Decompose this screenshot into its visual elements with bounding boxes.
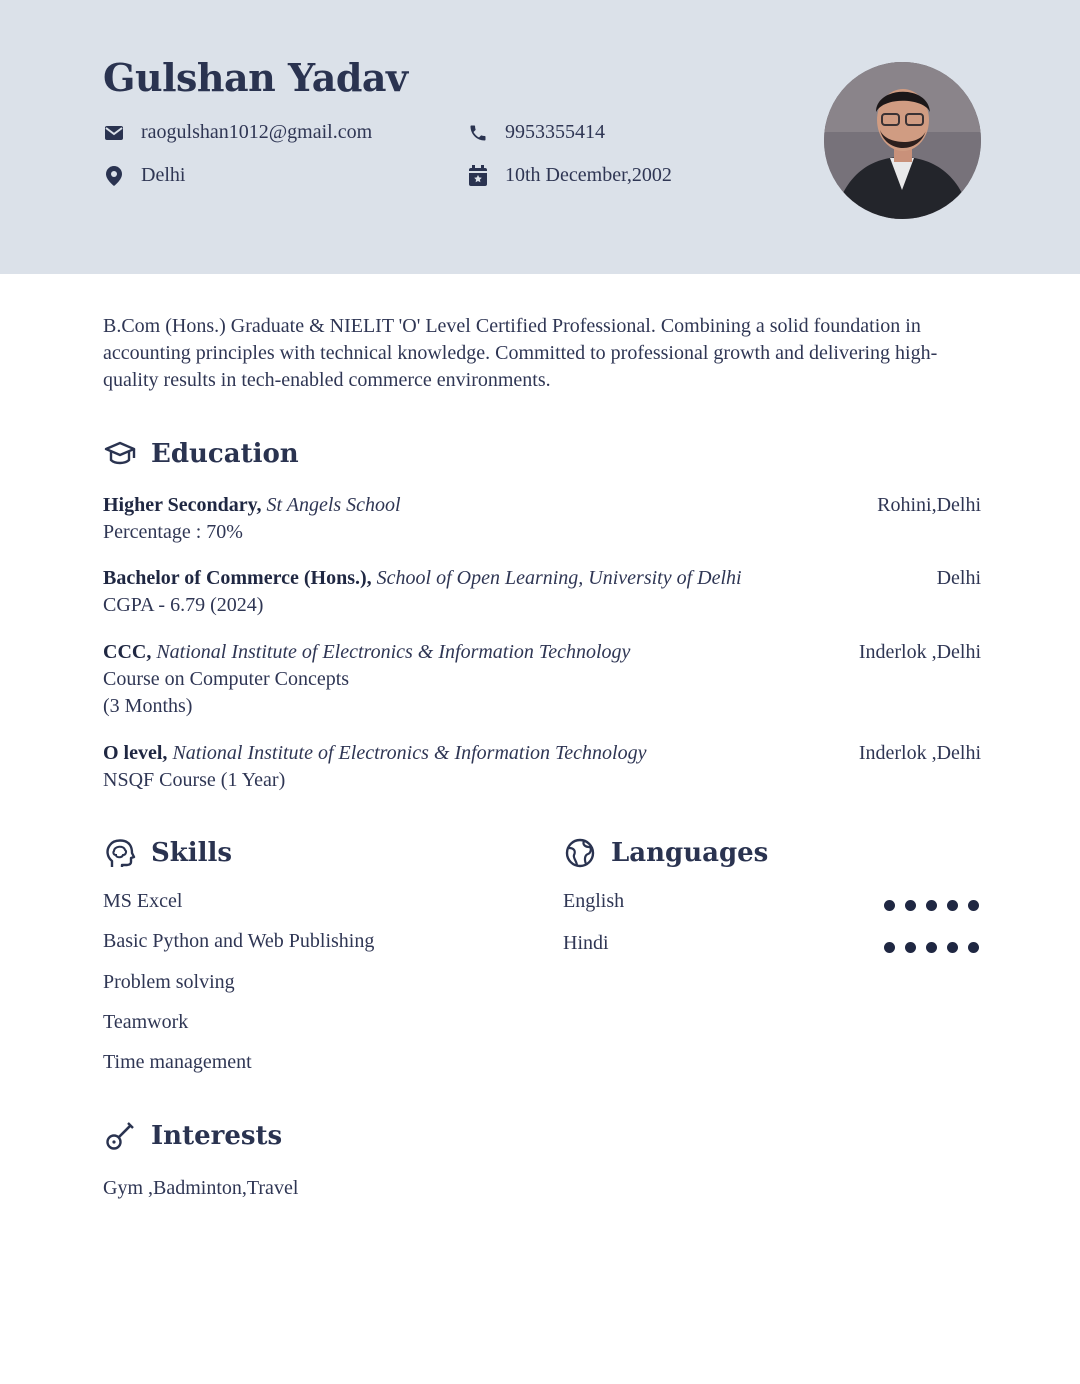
languages-heading bbox=[563, 836, 768, 870]
header-band bbox=[0, 0, 1080, 274]
degree: Bachelor of Commerce (Hons.), bbox=[103, 567, 372, 589]
guitar-icon bbox=[103, 1119, 137, 1153]
level-dot bbox=[884, 900, 895, 911]
skill-item: Basic Python and Web Publishing bbox=[103, 930, 375, 952]
level-dot bbox=[926, 900, 937, 911]
education-detail: Course on Computer Concepts bbox=[103, 668, 350, 690]
education-entry bbox=[103, 639, 981, 720]
institution: National Institute of Electronics & Information Technology bbox=[172, 742, 647, 764]
dob-text: 10th December,2002 bbox=[505, 164, 672, 186]
level-dot bbox=[926, 942, 937, 953]
education-detail: (3 Months) bbox=[103, 695, 193, 717]
globe-icon bbox=[563, 836, 597, 870]
degree: Higher Secondary, bbox=[103, 494, 262, 516]
email-contact bbox=[103, 121, 372, 144]
level-dot bbox=[905, 942, 916, 953]
language-level-hindi bbox=[884, 942, 979, 953]
skill-item: Time management bbox=[103, 1051, 252, 1073]
phone-contact bbox=[467, 121, 605, 144]
language-level-english bbox=[884, 900, 979, 911]
education-detail: Percentage : 70% bbox=[103, 521, 243, 543]
location-contact bbox=[103, 164, 185, 187]
education-entry bbox=[103, 740, 981, 794]
education-location: Rohini,Delhi bbox=[877, 494, 981, 516]
profile-photo bbox=[824, 62, 981, 219]
education-heading bbox=[103, 437, 299, 471]
graduation-cap-icon bbox=[103, 437, 137, 471]
skills-heading bbox=[103, 836, 232, 870]
education-location: Inderlok ,Delhi bbox=[858, 641, 981, 663]
level-dot bbox=[884, 942, 895, 953]
skill-item: Problem solving bbox=[103, 971, 235, 993]
language-name: English bbox=[563, 890, 625, 912]
education-detail: NSQF Course (1 Year) bbox=[103, 769, 286, 791]
candidate-name: Gulshan Yadav bbox=[103, 55, 408, 100]
institution: St Angels School bbox=[266, 494, 401, 516]
level-dot bbox=[947, 900, 958, 911]
education-entry bbox=[103, 492, 981, 546]
skill-item: MS Excel bbox=[103, 890, 183, 912]
phone-icon bbox=[467, 122, 489, 144]
phone-text[interactable]: 9953355414 bbox=[505, 121, 605, 143]
skill-item: Teamwork bbox=[103, 1011, 189, 1033]
location-pin-icon bbox=[103, 165, 125, 187]
dob-contact bbox=[467, 164, 672, 187]
institution: National Institute of Electronics & Information Technology bbox=[156, 641, 631, 663]
education-location: Inderlok ,Delhi bbox=[858, 742, 981, 764]
level-dot bbox=[968, 900, 979, 911]
level-dot bbox=[905, 900, 916, 911]
email-icon bbox=[103, 122, 125, 144]
skills-title: Skills bbox=[151, 838, 233, 868]
email-text[interactable]: raogulshan1012@gmail.com bbox=[141, 121, 373, 143]
calendar-icon bbox=[467, 165, 489, 187]
institution: School of Open Learning, University of Delhi bbox=[376, 567, 742, 589]
education-location: Delhi bbox=[936, 567, 981, 589]
degree: CCC, bbox=[103, 641, 152, 663]
interests-text: Gym ,Badminton,Travel bbox=[103, 1177, 299, 1199]
interests-heading bbox=[103, 1119, 282, 1153]
interests-title: Interests bbox=[151, 1121, 283, 1151]
location-text: Delhi bbox=[141, 164, 186, 186]
head-brain-icon bbox=[103, 836, 137, 870]
language-name: Hindi bbox=[563, 932, 609, 954]
level-dot bbox=[947, 942, 958, 953]
education-detail: CGPA - 6.79 (2024) bbox=[103, 594, 264, 616]
level-dot bbox=[968, 942, 979, 953]
degree: O level, bbox=[103, 742, 168, 764]
languages-title: Languages bbox=[611, 838, 769, 868]
education-title: Education bbox=[151, 439, 299, 469]
profile-summary: B.Com (Hons.) Graduate & NIELIT 'O' Level Certified Professional. Combining a solid foundation in accounting principles with technical knowledge. Committed to professional growth and delivering high-quality results in tech-enabled commerce environments. bbox=[103, 315, 938, 391]
education-entry bbox=[103, 565, 981, 619]
